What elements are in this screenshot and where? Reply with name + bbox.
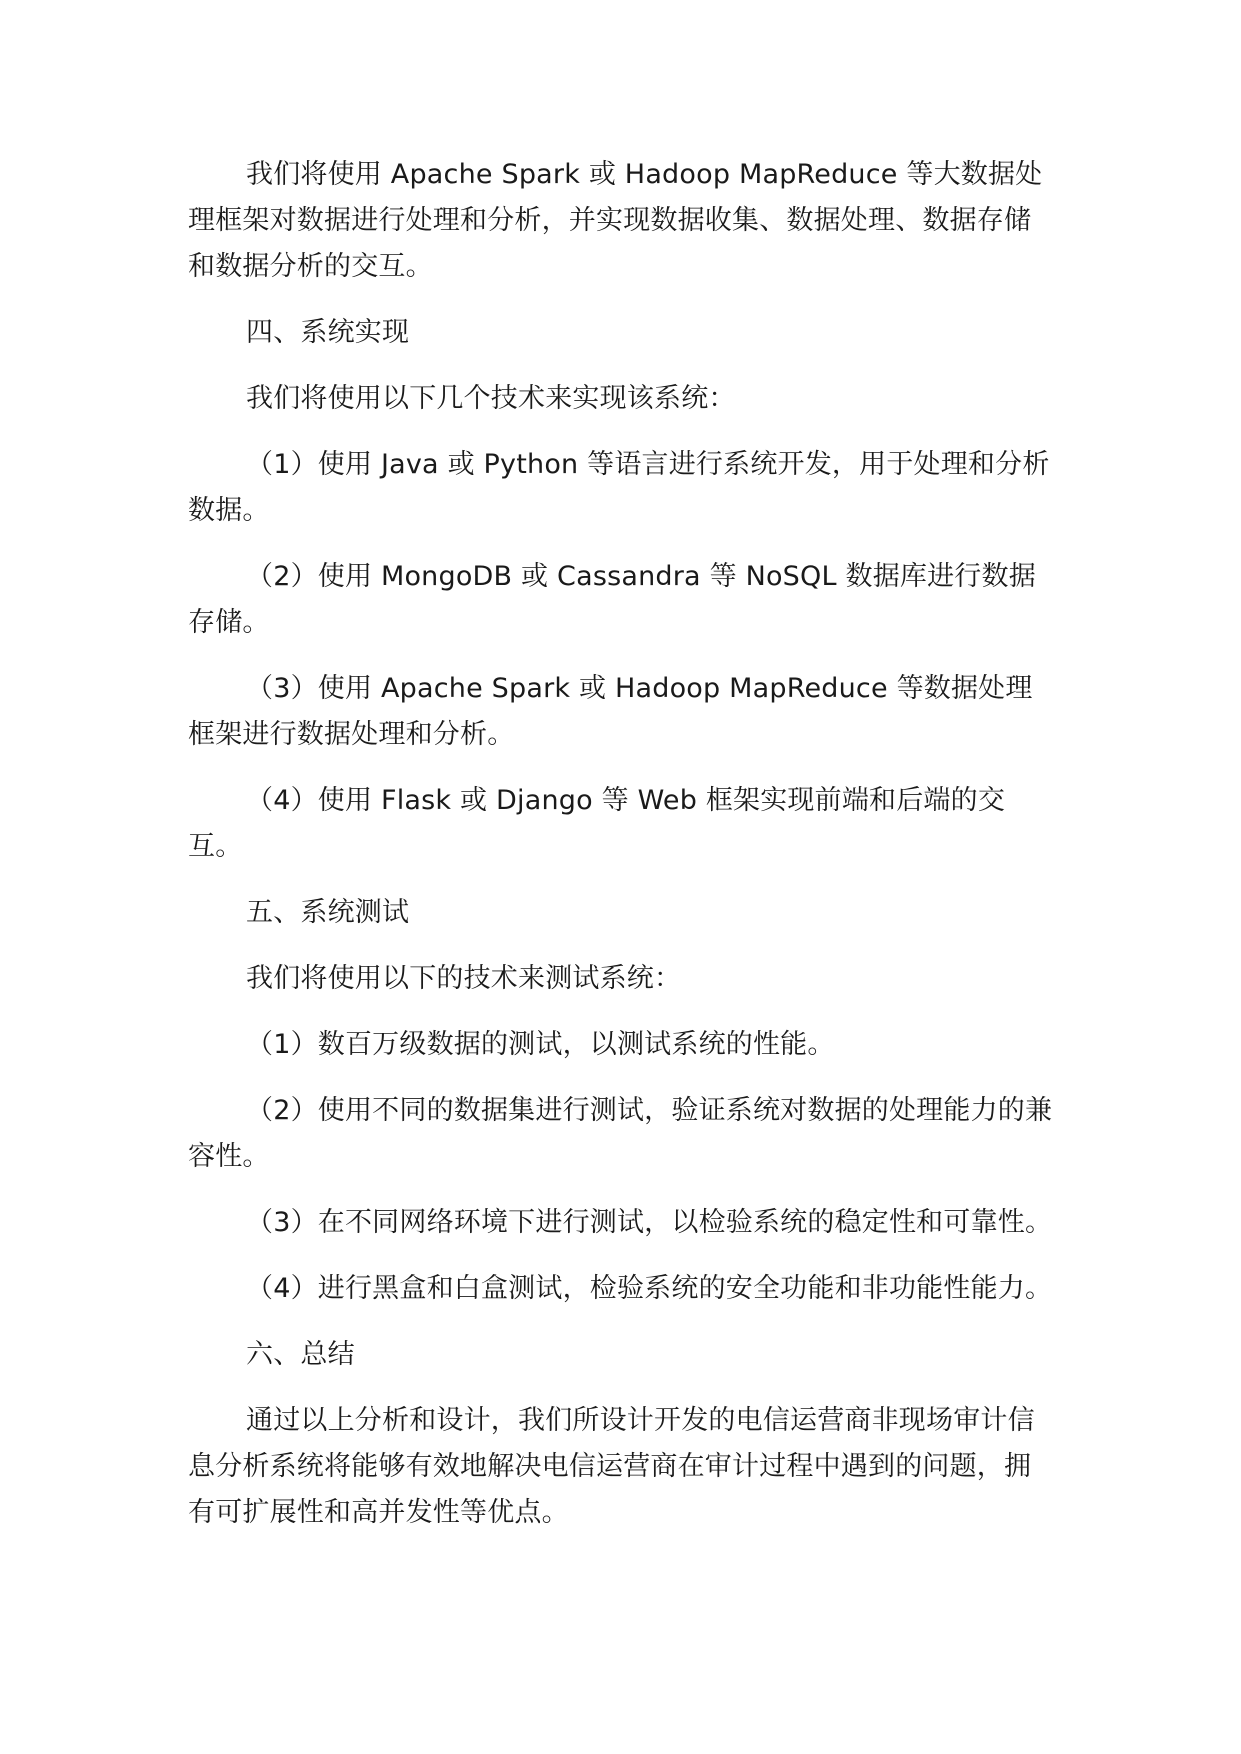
list-item-implementation-4: （4）使用 Flask 或 Django 等 Web 框架实现前端和后端的交互。 <box>188 785 1006 862</box>
document-page <box>188 152 1058 1556</box>
list-item-testing-1: （1）数百万级数据的测试，以测试系统的性能。 <box>246 1029 835 1060</box>
list-item-implementation-3: （3）使用 Apache Spark 或 Hadoop MapReduce 等数据处理框架进行数据处理和分析。 <box>188 673 1033 750</box>
section-heading-summary: 六、总结 <box>246 1339 355 1370</box>
paragraph-summary: 通过以上分析和设计，我们所设计开发的电信运营商非现场审计信息分析系统将能够有效地解决电信运营商在审计过程中遇到的问题，拥有可扩展性和高并发性等优点。 <box>188 1405 1035 1528</box>
list-item-implementation-2: （2）使用 MongoDB 或 Cassandra 等 NoSQL 数据库进行数据存储。 <box>188 561 1036 638</box>
list-item-testing-3: （3）在不同网络环境下进行测试，以检验系统的稳定性和可靠性。 <box>246 1207 1053 1238</box>
section-heading-testing: 五、系统测试 <box>246 897 410 928</box>
section-heading-implementation: 四、系统实现 <box>246 317 410 348</box>
paragraph-implementation-intro: 我们将使用以下几个技术来实现该系统： <box>246 383 736 414</box>
list-item-testing-4: （4）进行黑盒和白盒测试，检验系统的安全功能和非功能性能力。 <box>246 1273 1053 1304</box>
list-item-implementation-1: （1）使用 Java 或 Python 等语言进行系统开发，用于处理和分析数据。 <box>188 449 1050 526</box>
list-item-testing-2: （2）使用不同的数据集进行测试，验证系统对数据的处理能力的兼容性。 <box>188 1095 1053 1172</box>
paragraph-testing-intro: 我们将使用以下的技术来测试系统： <box>246 963 682 994</box>
paragraph-framework-intro: 我们将使用 Apache Spark 或 Hadoop MapReduce 等大数据处理框架对数据进行处理和分析，并实现数据收集、数据处理、数据存储和数据分析的交互。 <box>188 159 1043 282</box>
